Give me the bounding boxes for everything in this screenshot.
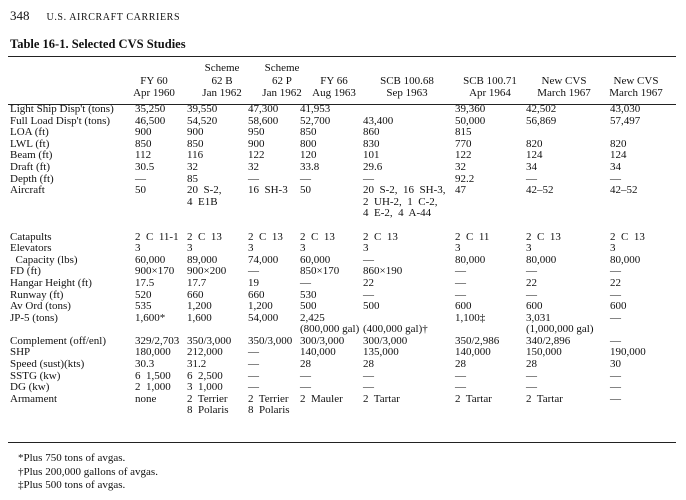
table-cell: — xyxy=(455,369,466,382)
table-row xyxy=(8,347,676,359)
table-cell: 600 xyxy=(455,300,472,313)
table-cell: 2 C 13 xyxy=(363,230,398,243)
table-cell: 46,500 xyxy=(135,114,166,127)
table-cell: (1,000,000 gal) xyxy=(526,323,594,336)
table-cell: 2 C 11 xyxy=(455,230,490,243)
table-cell: 2 Tartar xyxy=(526,392,563,405)
table-cell: 770 xyxy=(455,137,472,150)
table-cell: — xyxy=(610,311,621,324)
table-cell: 28 xyxy=(455,358,466,371)
table-cell: — xyxy=(455,276,466,289)
table-cell: 8 Polaris xyxy=(187,404,229,417)
table-cell: 1,100‡ xyxy=(455,311,486,324)
column-header-line: SCB 100.71 xyxy=(463,74,517,87)
table-cell: 2 Mauler xyxy=(300,392,343,405)
row-label: FD (ft) xyxy=(10,265,41,278)
row-label: Depth (ft) xyxy=(10,172,54,185)
table-cell: 39,360 xyxy=(455,103,486,115)
table-row xyxy=(8,278,676,290)
table-cell: — xyxy=(248,265,259,278)
table-cell: 860 xyxy=(363,126,380,139)
column-header-line xyxy=(609,62,662,75)
table-cell: 32 xyxy=(248,160,259,173)
table-cell: 2 Tartar xyxy=(363,392,400,405)
table-cell: 8 Polaris xyxy=(248,404,290,417)
running-title: U.S. AIRCRAFT CARRIERS xyxy=(46,12,181,23)
column-header xyxy=(463,62,517,100)
table-cell: 2 C 11-1 xyxy=(135,230,179,243)
table-cell: 3,031 xyxy=(526,311,551,324)
table-cell: — xyxy=(526,172,537,185)
table-cell: 80,000 xyxy=(610,253,641,266)
table-row xyxy=(8,313,676,336)
table-row xyxy=(8,174,676,186)
table-cell: 3 xyxy=(187,242,193,255)
table-cell: 42–52 xyxy=(526,184,554,197)
table-body xyxy=(8,104,676,417)
table-cell: 50,000 xyxy=(455,114,486,127)
column-header-line: March 1967 xyxy=(537,87,591,100)
row-label: Aircraft xyxy=(10,184,45,197)
table-cell: 122 xyxy=(455,149,472,162)
table-cell: — xyxy=(455,381,466,394)
table-cell: 350/3,000 xyxy=(187,334,232,347)
table-cell: 815 xyxy=(455,126,472,139)
table-row xyxy=(8,127,676,139)
table-row xyxy=(8,266,676,278)
column-header-line: New CVS xyxy=(613,74,659,87)
table-cell: 2 Tartar xyxy=(455,392,492,405)
table-cell: 120 xyxy=(300,149,317,162)
table-cell: — xyxy=(610,288,621,301)
footnote: ‡Plus 500 tons of avgas. xyxy=(18,479,126,491)
table-cell: — xyxy=(248,172,259,185)
table-cell: 43,030 xyxy=(610,103,641,115)
column-header-line: SCB 100.68 xyxy=(380,74,434,87)
column-header-line xyxy=(133,62,175,75)
table-row xyxy=(8,243,676,255)
row-label: LWL (ft) xyxy=(10,137,50,150)
table-cell: 50 xyxy=(135,184,146,197)
table-title: Table 16-1. Selected CVS Studies xyxy=(10,37,186,51)
row-label: Light Ship Disp't (tons) xyxy=(10,103,114,115)
table-cell: 52,700 xyxy=(300,114,331,127)
table-cell: 20 S-2, xyxy=(187,184,222,197)
table-cell: 50 xyxy=(300,184,311,197)
table-cell: 17.5 xyxy=(135,276,155,289)
column-header xyxy=(262,62,301,100)
table-cell: 29.6 xyxy=(363,160,383,173)
table-cell: 850 xyxy=(300,126,317,139)
table-cell: 340/2,896 xyxy=(526,334,571,347)
table-cell: — xyxy=(248,369,259,382)
column-header xyxy=(537,62,590,100)
table-cell: — xyxy=(363,381,374,394)
table-cell: 850 xyxy=(187,137,204,150)
table-cell: 3 xyxy=(526,242,532,255)
table-cell: 92.2 xyxy=(455,172,475,185)
table-cell: — xyxy=(455,265,466,278)
table-cell: 300/3,000 xyxy=(363,334,408,347)
table-cell: 28 xyxy=(526,358,537,371)
table-cell: 2 C 13 xyxy=(187,230,222,243)
table-row xyxy=(8,220,676,232)
row-label: Full Load Disp't (tons) xyxy=(10,114,111,127)
table-cell: 60,000 xyxy=(135,253,166,266)
table-cell: 535 xyxy=(135,300,152,313)
table-row xyxy=(8,150,676,162)
table-cell: 820 xyxy=(526,137,543,150)
table-cell: 3 xyxy=(455,242,461,255)
column-header-line xyxy=(537,62,590,75)
table-cell: — xyxy=(610,265,621,278)
table-cell: 660 xyxy=(187,288,204,301)
table-cell: 39,550 xyxy=(187,103,218,115)
table-cell: 124 xyxy=(526,149,543,162)
table-cell: — xyxy=(248,346,259,359)
table-cell: 33.8 xyxy=(300,160,320,173)
table-cell: 140,000 xyxy=(300,346,336,359)
row-label: Beam (ft) xyxy=(10,149,53,162)
table-cell: 135,000 xyxy=(363,346,399,359)
table-cell: 850×170 xyxy=(300,265,340,278)
table-cell: 950 xyxy=(248,126,265,139)
table-cell: 31.2 xyxy=(187,358,207,371)
table-row xyxy=(8,162,676,174)
column-header-line: Jan 1962 xyxy=(262,87,302,100)
table-cell: — xyxy=(300,381,311,394)
table-cell: 32 xyxy=(187,160,198,173)
table-cell: 520 xyxy=(135,288,152,301)
table-cell: 74,000 xyxy=(248,253,279,266)
table-cell: — xyxy=(300,172,311,185)
column-header-line: Jan 1962 xyxy=(202,87,242,100)
row-label: Armament xyxy=(10,392,58,405)
table-cell: 34 xyxy=(610,160,621,173)
table-cell: 42,502 xyxy=(526,103,557,115)
table-cell: 16 SH-3 xyxy=(248,184,288,197)
column-header-line: Scheme xyxy=(204,62,240,74)
table-cell: 30.5 xyxy=(135,160,155,173)
table-cell: — xyxy=(610,381,621,394)
column-header-line: Apr 1960 xyxy=(133,87,175,100)
table-cell: 150,000 xyxy=(526,346,562,359)
table-cell: — xyxy=(526,288,537,301)
row-label: JP-5 (tons) xyxy=(10,311,58,324)
column-header-line: 62 B xyxy=(211,74,233,87)
table-cell: 2 UH-2, 1 C-2, xyxy=(363,195,438,208)
table-cell: (800,000 gal) xyxy=(300,323,360,336)
table-cell: 600 xyxy=(526,300,543,313)
table-cell: 500 xyxy=(363,300,380,313)
table-cell: 35,250 xyxy=(135,103,166,115)
row-label: Hangar Height (ft) xyxy=(10,276,92,289)
table-cell: 54,000 xyxy=(248,311,279,324)
table-cell: 112 xyxy=(135,149,152,162)
table-cell: 600 xyxy=(610,300,627,313)
table-cell: 30.3 xyxy=(135,358,155,371)
table-cell: 80,000 xyxy=(455,253,486,266)
row-label: Speed (sust)(kts) xyxy=(10,358,85,371)
table-cell: 58,600 xyxy=(248,114,279,127)
table-cell: 190,000 xyxy=(610,346,646,359)
table-cell: 860×190 xyxy=(363,265,403,278)
table-cell: 140,000 xyxy=(455,346,491,359)
table-row xyxy=(8,116,676,128)
table-cell: 530 xyxy=(300,288,317,301)
table-cell: 329/2,703 xyxy=(135,334,180,347)
row-label: DG (kw) xyxy=(10,381,50,394)
table-cell: 3 1,000 xyxy=(187,381,223,394)
column-header xyxy=(312,62,356,100)
row-label: Catapults xyxy=(10,230,52,243)
table-cell: — xyxy=(526,381,537,394)
table-cell: 20 S-2, 16 SH-3, xyxy=(363,184,446,197)
table-cell: 830 xyxy=(363,137,380,150)
table-cell: — xyxy=(363,288,374,301)
table-cell: 17.7 xyxy=(187,276,207,289)
row-label: SSTG (kw) xyxy=(10,369,61,382)
table-row xyxy=(8,139,676,151)
page-header xyxy=(10,8,180,24)
table-cell: 85 xyxy=(187,172,198,185)
table-cell: 1,200 xyxy=(248,300,273,313)
table-cell: 22 xyxy=(363,276,374,289)
row-label: Capacity (lbs) xyxy=(10,253,78,266)
column-header-line: FY 66 xyxy=(320,74,348,87)
row-label: LOA (ft) xyxy=(10,126,49,139)
table-cell: 57,497 xyxy=(610,114,641,127)
top-rule xyxy=(8,56,676,57)
table-row xyxy=(8,255,676,267)
table-cell: 2 C 13 xyxy=(610,230,645,243)
footnote: †Plus 200,000 gallons of avgas. xyxy=(18,465,158,478)
column-header-line: Sep 1963 xyxy=(386,87,428,100)
table-cell: 350/3,000 xyxy=(248,334,293,347)
table-cell: 22 xyxy=(610,276,621,289)
table-cell: 800 xyxy=(300,137,317,150)
column-header-line xyxy=(380,62,434,75)
table-cell: 4 E-2, 4 A-44 xyxy=(363,207,432,220)
footnote: *Plus 750 tons of avgas. xyxy=(18,452,126,464)
table-cell: — xyxy=(363,172,374,185)
table-cell: — xyxy=(300,369,311,382)
table-cell: 3 xyxy=(610,242,616,255)
column-header-line: Apr 1964 xyxy=(469,87,511,100)
column-headers xyxy=(8,60,676,104)
table-cell: 2 C 13 xyxy=(248,230,283,243)
column-header-line: Scheme xyxy=(264,62,300,74)
table-cell: — xyxy=(610,369,621,382)
table-cell: 30 xyxy=(610,358,621,371)
row-label: Complement (off/enl) xyxy=(10,334,107,347)
table-cell: — xyxy=(248,381,259,394)
table-cell: 2 1,000 xyxy=(135,381,171,394)
table-cell: — xyxy=(248,358,259,371)
table-cell: 2 Terrier xyxy=(187,392,228,405)
row-label: SHP xyxy=(10,346,31,359)
column-header xyxy=(202,62,241,100)
table-cell: 56,869 xyxy=(526,114,557,127)
table-cell: — xyxy=(610,334,621,347)
table-cell: — xyxy=(610,392,621,405)
table-cell: 1,200 xyxy=(187,300,212,313)
table-cell: 300/3,000 xyxy=(300,334,345,347)
table-cell: 124 xyxy=(610,149,627,162)
table-cell: — xyxy=(135,172,146,185)
table-cell: 6 1,500 xyxy=(135,369,171,382)
column-header-line: New CVS xyxy=(541,74,587,87)
table-row xyxy=(8,290,676,302)
table-cell: 89,000 xyxy=(187,253,218,266)
table-cell: 28 xyxy=(300,358,311,371)
page-number: 348 xyxy=(10,8,30,23)
table-cell: 500 xyxy=(300,300,317,313)
table-cell: 212,000 xyxy=(187,346,223,359)
table-cell: 47,300 xyxy=(248,103,279,115)
table-cell: 6 2,500 xyxy=(187,369,223,382)
table-cell: 34 xyxy=(526,160,537,173)
table-row xyxy=(8,104,676,116)
column-header xyxy=(380,62,434,100)
table-cell: 47 xyxy=(455,184,466,197)
column-header-line xyxy=(463,62,517,75)
table-cell: 1,600 xyxy=(187,311,212,324)
table-row xyxy=(8,359,676,371)
table-row xyxy=(8,371,676,383)
table-cell: 2,425 xyxy=(300,311,325,324)
table-cell: 116 xyxy=(187,149,204,162)
table-cell: 350/2,986 xyxy=(455,334,500,347)
table-cell: 28 xyxy=(363,358,374,371)
column-header-line: 62 P xyxy=(272,74,292,87)
column-header xyxy=(133,62,175,100)
table-row xyxy=(8,232,676,244)
table-cell: — xyxy=(526,265,537,278)
table-cell: 32 xyxy=(455,160,466,173)
table-cell: 850 xyxy=(135,137,152,150)
column-header xyxy=(609,62,662,100)
column-header-line xyxy=(312,62,356,75)
table-cell: — xyxy=(363,369,374,382)
column-header-line: March 1967 xyxy=(609,87,663,100)
column-header-line: FY 60 xyxy=(140,74,168,87)
table-row xyxy=(8,185,676,220)
table-cell: 2 C 13 xyxy=(300,230,335,243)
table-cell: 22 xyxy=(526,276,537,289)
cvs-studies-table xyxy=(8,60,676,417)
table-cell: 3 xyxy=(135,242,141,255)
table-cell: 122 xyxy=(248,149,265,162)
table-cell: 41,953 xyxy=(300,103,331,115)
table-cell: (400,000 gal)† xyxy=(363,323,428,336)
table-cell: 900 xyxy=(248,137,265,150)
table-cell: 80,000 xyxy=(526,253,557,266)
table-cell: — xyxy=(455,288,466,301)
row-label: Draft (ft) xyxy=(10,160,51,173)
table-cell: 43,400 xyxy=(363,114,394,127)
row-label: Elevators xyxy=(10,242,52,255)
column-header-line: Aug 1963 xyxy=(312,87,356,100)
table-row xyxy=(8,336,676,348)
table-cell: — xyxy=(300,276,311,289)
table-row xyxy=(8,394,676,417)
table-cell: none xyxy=(135,392,157,405)
table-cell: 180,000 xyxy=(135,346,171,359)
table-cell: — xyxy=(610,172,621,185)
table-cell: 42–52 xyxy=(610,184,638,197)
table-cell: 3 xyxy=(363,242,369,255)
table-row xyxy=(8,301,676,313)
bottom-rule xyxy=(8,442,676,443)
table-cell: — xyxy=(526,369,537,382)
table-cell: — xyxy=(363,253,374,266)
table-cell: 60,000 xyxy=(300,253,331,266)
table-cell: 54,520 xyxy=(187,114,218,127)
table-cell: 660 xyxy=(248,288,265,301)
table-cell: 820 xyxy=(610,137,627,150)
table-cell: 101 xyxy=(363,149,380,162)
table-cell: 2 Terrier xyxy=(248,392,289,405)
table-cell: 2 C 13 xyxy=(526,230,561,243)
table-cell: 4 E1B xyxy=(187,195,218,208)
row-label: Runway (ft) xyxy=(10,288,64,301)
table-cell: 3 xyxy=(248,242,254,255)
row-label: Av Ord (tons) xyxy=(10,300,71,313)
table-cell: 900×200 xyxy=(187,265,227,278)
table-cell: 900×170 xyxy=(135,265,175,278)
table-cell: 900 xyxy=(187,126,204,139)
table-cell: 1,600* xyxy=(135,311,166,324)
table-cell: 900 xyxy=(135,126,152,139)
table-cell: 19 xyxy=(248,276,259,289)
table-cell: 3 xyxy=(300,242,306,255)
